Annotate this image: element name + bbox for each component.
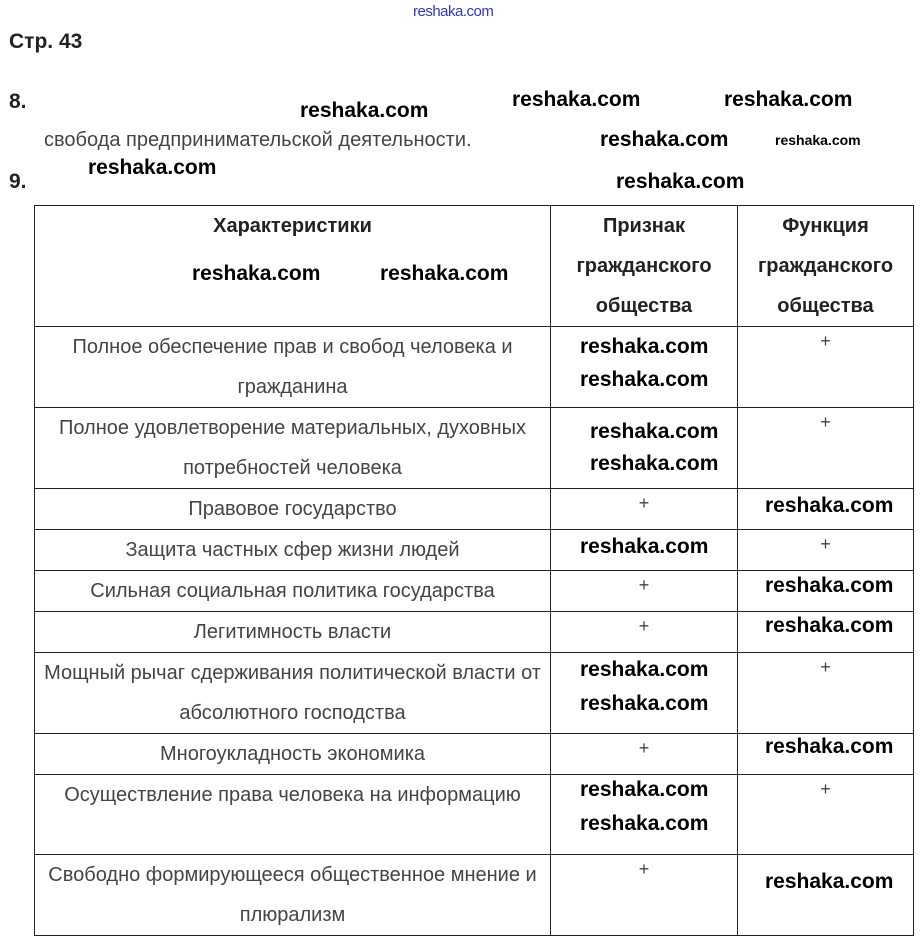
page-number: Стр. 43 [9,30,83,53]
characteristic-cell: Многоукладность экономика [35,734,551,775]
table-row [35,775,914,855]
watermark: reshaka.com [300,99,429,122]
watermark: reshaka.com [192,262,321,285]
watermark: reshaka.com [775,132,861,148]
header-characteristics: Характеристики [35,206,551,327]
sign-cell: + [551,855,738,936]
watermark: reshaka.com [765,614,894,637]
function-cell [738,855,914,936]
function-cell: + [738,653,914,734]
watermark: reshaka.com [600,128,729,151]
watermark: reshaka.com [590,452,719,475]
watermark: reshaka.com [580,335,709,358]
watermark: reshaka.com [590,420,719,443]
watermark: reshaka.com [765,494,894,517]
header-function: Функция гражданского общества [738,206,914,327]
watermark: reshaka.com [724,88,853,111]
sign-cell: + [551,612,738,653]
watermark: reshaka.com [512,88,641,111]
function-cell: + [738,775,914,855]
watermark: reshaka.com [580,535,709,558]
table-row [35,327,914,408]
task-8-answer: свобода предпринимательской деятельности. [44,129,472,151]
table-row [35,408,914,489]
watermark: reshaka.com [580,812,709,835]
watermark: reshaka.com [580,692,709,715]
function-cell: + [738,327,914,408]
characteristic-cell: Правовое государство [35,489,551,530]
watermark: reshaka.com [380,262,509,285]
answer-table [34,205,914,936]
watermark: reshaka.com [580,368,709,391]
task-9-number: 9. [9,170,27,193]
watermark: reshaka.com [88,156,217,179]
characteristic-cell: Свободно формирующееся общественное мнение и плюрализм [35,855,551,936]
characteristic-cell: Осуществление права человека на информацию [35,775,551,855]
header-sign: Признак гражданского общества [551,206,738,327]
characteristic-cell: Защита частных сфер жизни людей [35,530,551,571]
watermark: reshaka.com [580,658,709,681]
sign-cell: + [551,489,738,530]
watermark: reshaka.com [765,870,894,893]
watermark: reshaka.com [765,735,894,758]
characteristic-cell: Полное удовлетворение материальных, духовных потребностей человека [35,408,551,489]
watermark: reshaka.com [765,574,894,597]
table-row [35,530,914,571]
characteristic-cell: Полное обеспечение прав и свобод человека и гражданина [35,327,551,408]
table-row [35,653,914,734]
function-cell: + [738,530,914,571]
characteristic-cell: Сильная социальная политика государства [35,571,551,612]
function-cell: + [738,408,914,489]
watermark: reshaka.com [616,170,745,193]
watermark: reshaka.com [580,778,709,801]
characteristic-cell: Мощный рычаг сдерживания политической власти от абсолютного господства [35,653,551,734]
characteristic-cell: Легитимность власти [35,612,551,653]
task-8-number: 8. [9,90,27,113]
site-link[interactable]: reshaka.com [413,3,494,20]
sign-cell: + [551,734,738,775]
table-row [35,855,914,936]
sign-cell: + [551,571,738,612]
